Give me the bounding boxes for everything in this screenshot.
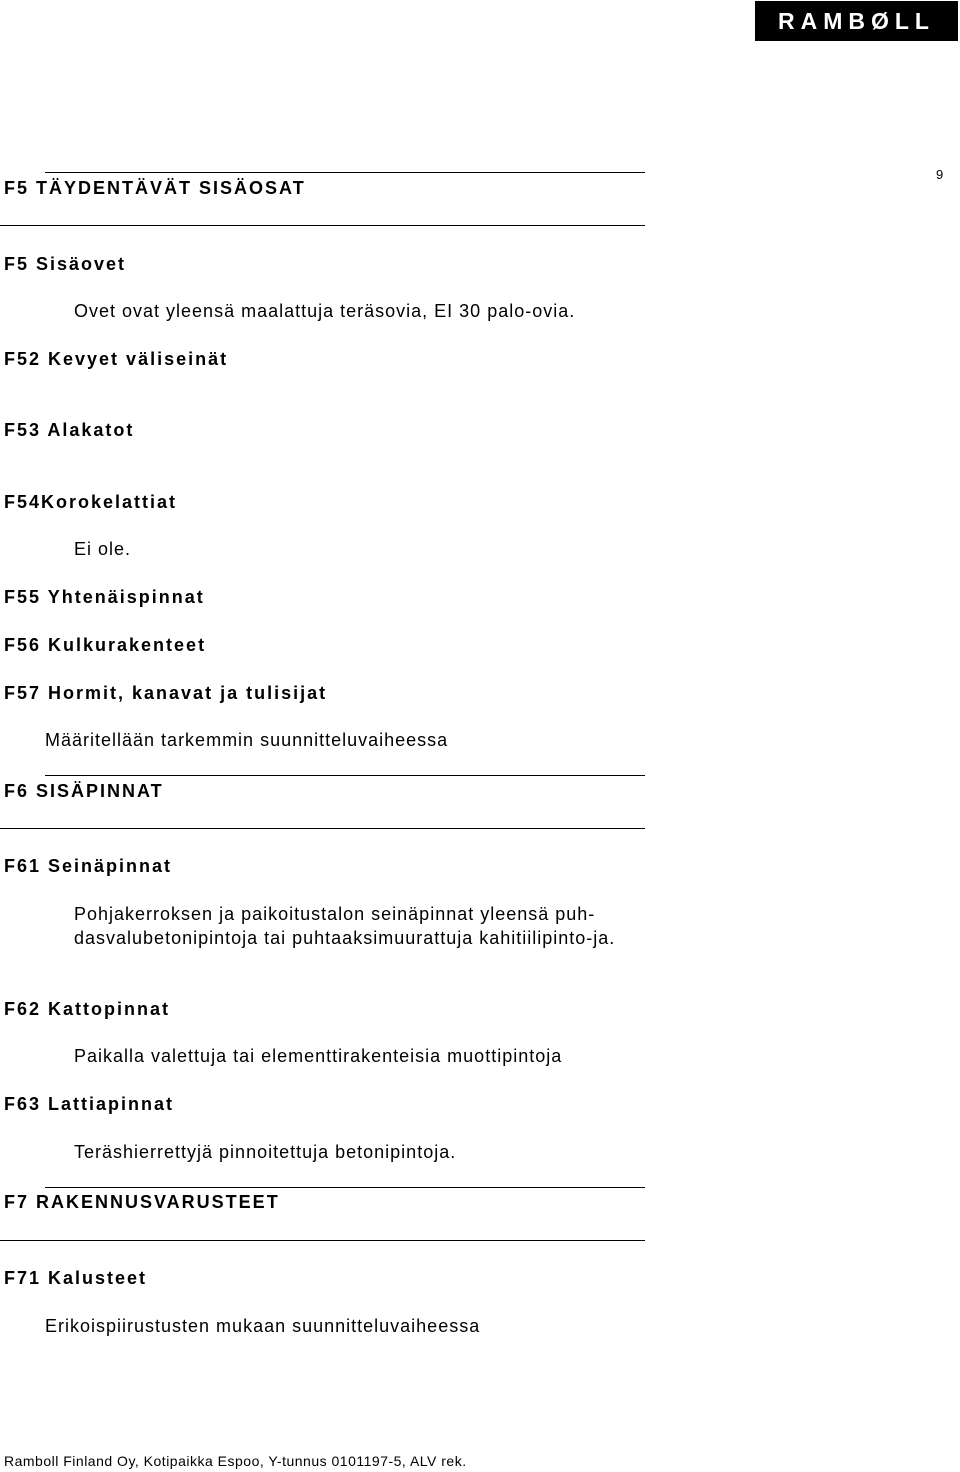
section-rule-bottom: [0, 1240, 645, 1241]
heading-f57: F57 Hormit, kanavat ja tulisijat: [4, 683, 328, 703]
page-number: 9: [936, 167, 944, 182]
footer-company-info: Ramboll Finland Oy, Kotipaikka Espoo, Y-tunnus 0101197-5, ALV rek.: [4, 1453, 467, 1469]
heading-f56: F56 Kulkurakenteet: [4, 635, 207, 655]
section-rule-bottom: [0, 225, 645, 226]
text-f62: Paikalla valettuja tai elementtirakenteisia muottipintoja: [74, 1046, 563, 1066]
text-f61: Pohjakerroksen ja paikoitustalon seinäpinnat yleensä puh-dasvalubetonipintoja tai puhtaaksimuurattuja kahitiilipinto-ja.: [74, 904, 616, 948]
heading-f63: F63 Lattiapinnat: [4, 1094, 175, 1114]
heading-f54: F54Korokelattiat: [4, 492, 178, 512]
heading-f51: F5 Sisäovet: [4, 254, 127, 274]
heading-f55: F55 Yhtenäispinnat: [4, 587, 205, 607]
text-f63: Teräshierrettyjä pinnoitettuja betonipintoja.: [74, 1142, 457, 1162]
section-rule-top: [45, 172, 645, 173]
heading-f52: F52 Kevyet väliseinät: [4, 349, 229, 369]
text-f57: Määritellään tarkemmin suunnitteluvaiheessa: [45, 730, 449, 750]
heading-f6: F6 SISÄPINNAT: [4, 781, 164, 801]
heading-f61: F61 Seinäpinnat: [4, 856, 173, 876]
heading-f53: F53 Alakatot: [4, 420, 135, 440]
text-f51: Ovet ovat yleensä maalattuja teräsovia, EI 30 palo-ovia.: [74, 301, 576, 321]
text-f54: Ei ole.: [74, 539, 132, 559]
section-rule-top: [45, 775, 645, 776]
ramboll-logo: RAMBØLL: [755, 1, 958, 41]
heading-f5: F5 TÄYDENTÄVÄT SISÄOSAT: [4, 178, 306, 198]
heading-f7: F7 RAKENNUSVARUSTEET: [4, 1192, 280, 1212]
heading-f71: F71 Kalusteet: [4, 1268, 148, 1288]
section-rule-top: [45, 1187, 645, 1188]
text-f71: Erikoispiirustusten mukaan suunnitteluvaiheessa: [45, 1316, 481, 1336]
section-rule-bottom: [0, 828, 645, 829]
heading-f62: F62 Kattopinnat: [4, 999, 171, 1019]
